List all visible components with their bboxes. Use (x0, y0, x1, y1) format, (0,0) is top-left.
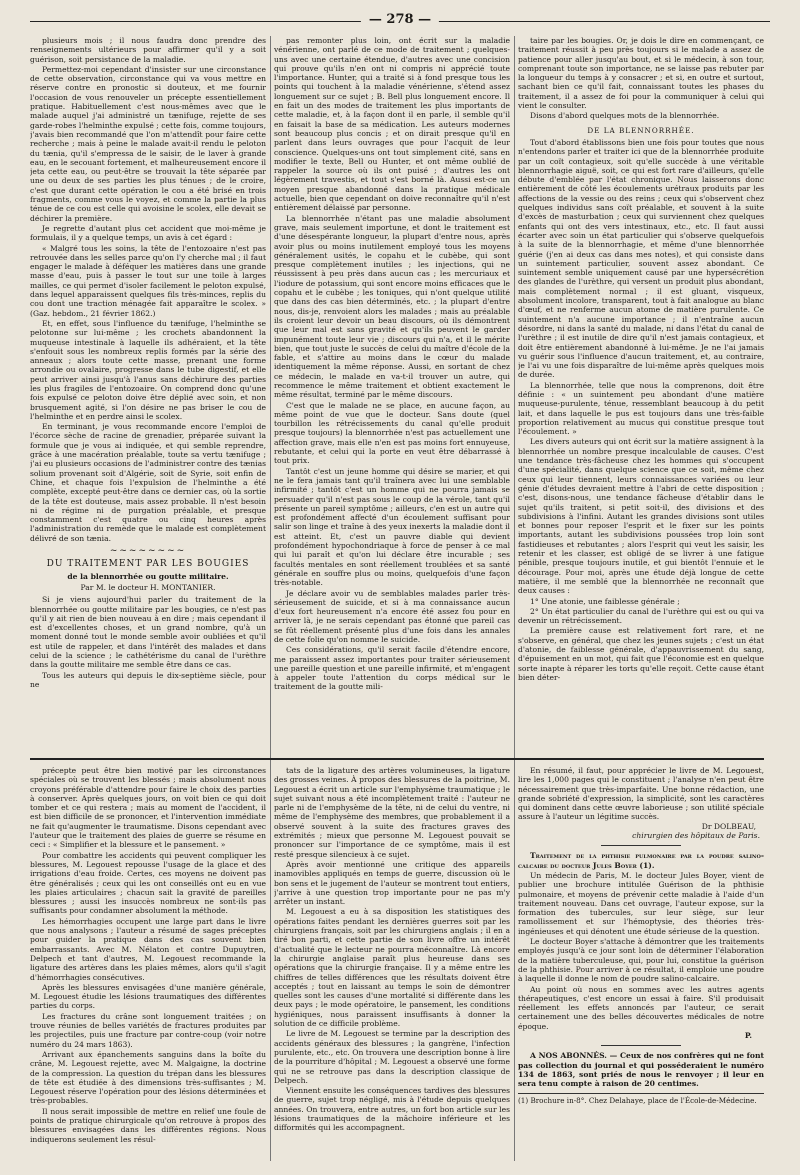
paragraph: Je déclare avoir vu de semblables malades parler très-sérieusement de suicide, et si à ma connaissance aucun d'eux fort heureusement n'a encore été assez fou pour en arriver là, je ne serais cependant pas étonné que pareil cas se fût réellement présenté plus d'une fois dans les annales de cette folie qu'on nomme le suicide. (274, 588, 510, 644)
author-title: chirurgien des hôpitaux de Paris. (632, 831, 760, 841)
paragraph: Le docteur Boyer s'attache à démontrer que les traitements employés jusqu'à ce jour sont loin de déterminer l'élaboration de la matière tuberculeuse, qui, pour lui, constitue la guérison de la phthisie. Pour arriver à ce résultat, il emploie une poudre à laquelle il donne le nom de poudre salino-calcaire. (518, 937, 764, 984)
paragraph: Arrivant aux épanchements sanguins dans la boîte du crâne, M. Legouest rejette, avec M. Malgaigne, la doctrine de la compression. La question du trépan dans les blessures de tête est étudiée à des dimensions très-suffisantes ; M. Legouest réserve l'opération pour des lésions déterminées et très-probables. (30, 1049, 266, 1106)
paragraph: précepte peut être bien motivé par les circonstances spéciales où se trouvent les blessés ; mais absolument nous croyons préférable d'attendre pour faire le choix des parties à conserver. Après quelques jours, on voit bien ce qui doit tomber et ce qui restera ; mais au moment de l'accident, il est bien difficile de se prononcer, et l'intervention immédiate ne fait qu'augmenter le traumatisme. Disons cependant avec l'auteur que le traitement des plaies de guerre se résume en ceci : « Simplifier et la blessure et le pansement. » (30, 766, 266, 850)
paragraph: La blennorrhée n'étant pas une maladie absolument grave, mais seulement importune, et dont le traitement est d'une désespérante longueur, la plupart d'entre nous, après avoir plus ou moins inutilement employé tous les moyens généralement usités, le copahu et le cubèbe, qui sont presque complètement inutiles ; les injections, qui ne réussissent à peu près dans aucun cas ; les mercuriaux et l'iodure de potassium, qui sont encore moins efficaces que le copahu et le cubèbe ; les toniques, qui n'ont quelque utilité que dans des cas bien déterminés, etc. ; la plupart d'entre nous, dis-je, renvoient alors les malades ; mais au préalable ils croient leur devoir un beau discours, où ils démontrent que leur mal est sans gravité et qu'ils peuvent le garder impunément toute leur vie ; discours qui n'a, et il le mérite bien, que tout juste le succès de celui du maître d'école de la fable, et s'attire au moins dans le cœur du malade identiquement la même réponse. Aussi, en sortant de chez ce médecin, le malade en va-t-il trouver un autre, qui recommence le même traitement et obtient exactement le même résultat, terminé par le même discours. (274, 213, 510, 400)
article-author: Par M. le docteur H. MONTANIER. (80, 582, 216, 592)
paragraph: Tantôt c'est un jeune homme qui désire se marier, et qui ne le fera jamais tant qu'il traînera avec lui une semblable infirmité ; tantôt c'est un homme qui ne pourra jamais se persuader qu'il n'est pas sous le coup de la vérole, tant qu'il présente un pareil symptôme ; ailleurs, c'en est un autre qui est profondément affecté d'un écoulement suffisant pour salir son linge et traîne à des yeux inexerts la maladie dont il est atteint. Et, c'est un pauvre diable qui devient profondément hypochondriaque à force de penser à ce mal qui lui paraît et qu'on lui déclare être incurable ; ses facultés mentales en sont réellement troublées et sa santé générale en souffre plus ou moins, quelquefois d'une façon très-notable. (274, 466, 510, 588)
paragraph: Je regrette d'autant plus cet accident que moi-même je formulais, il y a quelque temps, un avis à cet égard : (30, 223, 266, 243)
divider-rule (601, 1045, 681, 1046)
page-header (30, 10, 770, 32)
paragraph: Tout d'abord établissons bien une fois pour toutes que nous n'entendons parler et traiter ici que de la blennorrhée produite par un coït contagieux, soit qu'elle succède à une véritable blennorrhagie aiguë, soit, ce qui est fort rare d'ailleurs, qu'elle débute d'emblée par l'état chronique. Nous laisserons donc entièrement de côté les écoulements urétraux produits par les affections de la vessie ou des reins ; ceux qui s'observent chez quelques individus sans coït préalable, et souvent à la suite d'excès de masturbation ; ceux qui surviennent chez quelques enfants qui ont des vers intestinaux, etc., etc. Il faut aussi écarter avec soin un état particulier qui s'observe quelquefois à la suite de la blennorrhagie, et même d'une blennorrhée guérie (j'en ai deux cas dans mes notes), et qui consiste dans un suintement particulier, souvent assez abondant. Ce suintement semble uniquement causé par une hypersécrétion des glandes de l'urèthre, qui versent un produit plus abondant, mais complètement normal ; il est gluant, visqueux, absolument incolore, transparent, tout à fait analogue au blanc d'œuf, et ne renferme aucun atome de matière purulente. Ce suintement n'a aucune importance ; il n'entraîne aucun désordre, ni dans la santé du malade, ni dans l'état du canal de l'urèthre ; il est inutile de dire qu'il n'est jamais contagieux, et doit être entièrement abandonné à lui-même. Je ne l'ai jamais vu guérir sous l'influence d'aucun traitement, et, au contraire, je l'ai vu une fois disparaître de lui-même après quelques mois de durée. (518, 137, 764, 380)
author-signature: Dr DOLBEAU, (701, 821, 756, 831)
paragraph: tats de la ligature des artères volumineuses, la ligature des grosses veines. À propos des blessures de la poitrine, M. Legouest a écrit un article sur l'emphysème traumatique ; le sujet suivant nous a été incomplètement traité : l'auteur ne parle ni de l'emphysème de la tête, ni de celui du ventre, ni même de l'emphysème des membres, que probablement il a observé souvent à la suite des fractures graves des extrémités ; mieux que personne M. Legouest pouvait se prononcer sur l'importance de ce symptôme, mais il est resté presque silencieux à ce sujet. (274, 766, 510, 859)
ornament-divider: ~~~~~~~~ (109, 546, 187, 557)
top-column-2 (274, 36, 510, 756)
paragraph: Ces considérations, qu'il serait facile d'étendre encore, me paraissent assez importantes pour traiter sérieusement une pareille question et une pareille infirmité, et m'engagent à appeler toute l'attention du corps médical sur le traitement de la goutte mili- (274, 645, 510, 692)
section-title: DE LA BLENNORRHÉE. (587, 125, 695, 135)
author-initial: P. (744, 1031, 752, 1041)
paragraph: taire par les bougies. Or, je dois le dire en commençant, ce traitement réussit à peu près toujours si le malade a assez de patience pour aller jusqu'au bout, et si le médecin, à son tour, comprenant toute son importance, ne se laisse pas rebuter par la longueur du temps à y consacrer ; et si, en outre et surtout, sachant bien ce qu'il fait, connaissant toutes les phases du traitement, il a assez de foi pour la communiquer à celui qui vient le consulter. (518, 36, 764, 111)
paragraph: En résumé, il faut, pour apprécier le livre de M. Legouest, lire les 1,000 pages qui le constituent ; l'analyse n'en peut être nécessairement que très-imparfaite. Une bonne rédaction, une grande sobriété d'expression, la simplicité, sont les caractères qui dominent dans cette œuvre laborieuse ; son utilité spéciale assure à l'auteur un légitime succès. (518, 766, 764, 822)
paragraph: 1° Une atonie, une faiblesse générale ; (530, 596, 680, 606)
paragraph: Et, en effet, sous l'influence du tænifuge, l'helminthe se pelotonne sur lui-même ; les crochets abandonnent la muqueuse intestinale à laquelle ils adhéraient, et la tête s'enfouit sous les nombreux replis formés par la série des anneaux ; alors toute cette masse, prenant une forme arrondie ou ovalaire, progresse dans le tube digestif, et elle peut arriver ainsi jusqu'à l'anus sans déchirure des parties les plus fragiles de l'entozoaire. On comprend donc qu'une fois expulsé ce peloton doive être déplié avec soin, et non brusquement agité, si l'on désire ne pas briser le cou de l'helminthe et en perdre ainsi le scolex. (30, 318, 266, 421)
article-heading: Traitement de la phthisie pulmonaire par la poudre salino-calcaire du docteur Jules Boyer (1). (518, 851, 764, 870)
paragraph: Au point où nous en sommes avec les autres agents thérapeutiques, c'est encore un essai à faire. S'il produisait réellement les effets annoncés par l'auteur, ce serait certainement une des belles découvertes médicales de notre époque. (518, 984, 764, 1031)
bottom-column-2 (274, 766, 510, 1161)
paragraph: Le livre de M. Legouest se termine par la description des accidents généraux des blessures ; la gangrène, l'infection purulente, etc., etc. On trouvera une description bonne à lire de la pourriture d'hôpital ; M. Legouest a observé une forme qui ne se retrouve pas dans la description classique de Delpech. (274, 1029, 510, 1085)
paragraph: Les hémorrhagies occupent une large part dans le livre que nous analysons ; l'auteur a résumé de sages préceptes pour guider la pratique dans des cas souvent bien embarrassants. Avec M. Nélaton et contre Dupuytren, Delpech et tant d'autres, M. Legouest recommande la ligature des artères dans les plaies mêmes, alors qu'il s'agit d'hémorrhagies consécutives. (30, 916, 266, 982)
paragraph: Tous les auteurs qui depuis le dix-septième siècle, pour ne (30, 670, 266, 689)
paragraph: La première cause est relativement fort rare, et ne s'observe, en général, que chez les jeunes sujets ; c'est un état d'atonie, de faiblesse générale, d'appauvrissement du sang, d'épuisement en un mot, qui fait que l'économie est en quelque sorte inapte à réparer les torts qu'elle reçoit. Cette cause étant bien déter- (518, 626, 764, 682)
column-separator (270, 36, 271, 1161)
article-subtitle: de la blennorrhée ou goutte militaire. (67, 571, 229, 581)
paragraph: Un médecin de Paris, M. le docteur Jules Boyer, vient de publier une brochure intitulée Guérison de la phthisie pulmonaire, et moyens de prévenir cette maladie à l'aide d'un traitement nouveau. Dans cet ouvrage, l'auteur expose, sur la formation des tubercules, sur leur siège, sur leur ramollissement et sur l'hémoptysie, des théories très-ingénieuses et qui dénotent une étude sérieuse de la question. (518, 870, 764, 936)
column-separator (514, 36, 515, 1161)
subscriber-notice: A NOS ABONNÉS. — Ceux de nos confrères qui ne font pas collection du journal et qui posséderaient le numéro 134 de 1863, sont priés de nous le renvoyer ; il leur en sera tenu compte à raison de 20 centimes. (518, 1051, 764, 1089)
paragraph: Permettez-moi cependant d'insister sur une circonstance de cette observation, circonstance qui va vous mettre en réserve contre en pronostic si douteux, et me fournir l'occasion de vous renouveler un précepte essentiellement pratique. Habituellement c'est nous-mêmes avec que le malade auquel j'ai administré un tænifuge, rejette de ses garde-robes l'helminthe expulsé ; cette fois, comme toujours, j'avais bien recommandé que l'on m'attendît pour faire cette recherche ; mais à peine le malade avait-il rendu le peloton du tænia, qu'il s'empressa de le saisir, de le laver à grande eau, en le secouant fortement, et malheureusement encore il jeta cette eau, ou peut-être se trouvait la tête séparée par une ou deux de ses parties les plus ténues ; de le croire, c'est que durant cette opération le cou a été brisé en trois fragments, comme vous le voyez, et comme la partie la plus ténue de ce cou est celle qui avoisine le scolex, elle devait se déchirer la première. (30, 64, 266, 223)
paragraph: 2° Un état particulier du canal de l'urèthre qui est ou qui va devenir un rétrécissement. (518, 606, 764, 626)
paragraph: plusieurs mois ; il nous faudra donc prendre des renseignements ultérieurs pour affirmer qu'il y a soit guérison, soit persistance de la maladie. (30, 36, 266, 64)
divider-rule (601, 845, 681, 846)
paragraph: C'est que le malade ne se place, en aucune façon, au même point de vue que le docteur. Sans doute (quel tourbillon les rétrécissements du canal qu'elle produit presque toujours) la blennorrhée n'est pas actuellement une affection grave, mais elle n'en est pas moins fort ennuyeuse, rebutante, et celui qui la porte en veut être débarrassé à tout prix. (274, 400, 510, 466)
top-column-3 (518, 36, 764, 756)
top-column-1 (30, 36, 266, 756)
paragraph: Si je viens aujourd'hui parler du traitement de la blennorrhée ou goutte militaire par les bougies, ce n'est pas qu'il y ait rien de bien nouveau à en dire ; mais cependant il est d'excellentes choses, et un grand nombre, qu'à un moment donné tout le monde semble avoir oubliées et qu'il est utile de rappeler, et dans l'intérêt des malades et dans celui de la science ; le cathétérisme du canal de l'urèthre dans la goutte militaire me semble être dans ce cas. (30, 595, 266, 670)
paragraph: Viennent ensuite les conséquences tardives des blessures de guerre, sujet trop négligé, mis à l'étude depuis quelques années. On trouvera, entre autres, un fort bon article sur les lésions traumatiques de la mâchoire inférieure et les difformités qui les accompagnent. (274, 1086, 510, 1133)
paragraph: Après avoir mentionné une critique des appareils inamovibles appliqués en temps de guerre, discussion où le bon sens et le jugement de l'auteur se montrent tout entiers, j'arrive à une question trop importante pour ne pas m'y arrêter un instant. (274, 859, 510, 907)
article-title: DU TRAITEMENT PAR LES BOUGIES (46, 559, 250, 570)
paragraph: Disons d'abord quelques mots de la blennorrhée. (530, 111, 720, 121)
section-rule (30, 758, 764, 763)
page-number: — 278 — (361, 12, 439, 27)
paragraph: Les divers auteurs qui ont écrit sur la matière assignent à la blennorrhée un nombre presque incalculable de causes. C'est une tendance très-fâcheuse chez les hommes qui s'occupent d'une spécialité, dans quelque science que ce soit, même chez ceux qui leur tiennent, leurs connaissances variées ou leur génie d'études devraient mettre à l'abri de cette disposition ; c'est, disons-nous, une tendance fâcheuse d'établir dans le sujet qu'ils traitent, si petit soit-il, des divisions et des subdivisions à l'infini. Autant les grandes divisions sont utiles et bonnes pour reposer l'esprit et le fixer sur les points importants, autant les subdivisions poussées trop loin sont fastidieuses et rebutantes ; alors l'esprit qui veut les saisir, les retenir et les classer, est obligé de se livrer à une fatigue pénible, presque toujours inutile, et gui bientôt l'ennuie et le décourage. Pour moi, après une étude déjà longue de cette matière, il me semblé que la blennorrhée ne reconnaît que deux causes : (518, 437, 764, 596)
paragraph: La blennorrhée, telle que nous la comprenons, doit être définie : « un suintement peu abondant d'une matière muqueuse-purulente, ténue, ressemblant beaucoup à du petit lait, et dans laquelle le pus est toujours dans une très-faible proportion relativement au mucus qui constitue presque tout l'écoulement. » (518, 380, 764, 437)
footnote: (1) Brochure in-8°. Chez Delahaye, place de l'École-de-Médecine. (518, 1093, 764, 1105)
paragraph: En terminant, je vous recommande encore l'emploi de l'écorce sèche de racine de grenadier, préparée suivant la formule que je vous ai indiquée, et qui semble reprendre, grâce à une macération préalable, toute sa vertu tænifuge ; j'ai eu plusieurs occasions de l'administrer contre des tænias solium provenant soit d'Algérie, soit de Syrie, soit enfin de Chine, et chaque fois l'expulsion de l'helminthe a été complète, excepté peut-être dans ce dernier cas, où la sortie de la tête est douteuse, mais assez probable. Il n'est besoin ni de régime ni de purgation préalable, et presque constamment c'est quatre ou cinq heures après l'administration du remède que le malade est complètement délivré de son tænia. (30, 422, 266, 543)
paragraph: M. Legouest a eu à sa disposition les statistiques des opérations faites pendant les dernières guerres soit par les chirurgiens français, soit par les chirurgiens anglais ; il en a tiré bon parti, et cette partie de son livre offre un intérêt d'actualité que le lecteur ne pourra méconnaître. Là encore la chirurgie anglaise paraît plus heureuse dans ses opérations que la chirurgie française. Il y a même entre les chiffres de telles différences que les résultats doivent être acceptés ; tout en laissant au temps le soin de démontrer quelles sont les causes d'une mortalité si différente dans les deux pays ; le mode opératoire, le pansement, les conditions hygiéniques, nous paraissent insuffisants à donner la solution de ce difficile problème. (274, 907, 510, 1029)
paragraph: Pour combattre les accidents qui peuvent compliquer les blessures, M. Legouest repousse l'usage de la glace et des irrigations d'eau froide. Certes, ces moyens ne doivent pas être généralisés ; ceux qui les ont conseillés ont eu en vue les plaies articulaires ; chacun sait la gravité de pareilles blessures ; aussi les insuccès nombreux ne sont-ils pas suffisants pour condamner absolument la méthode. (30, 850, 266, 916)
paragraph: Après les blessures envisagées d'une manière générale, M. Legouest étudie les lésions traumatiques des différentes parties du corps. (30, 982, 266, 1011)
paragraph: Les fractures du crâne sont longuement traitées ; on trouve réunies de belles variétés de fractures produites par les projectiles, puis une fracture par contre-coup (voir notre numéro du 24 mars 1863). (30, 1011, 266, 1049)
paragraph: « Malgré tous les soins, la tête de l'entozoaire n'est pas retrouvée dans les selles parce qu'on l'y cherche mal ; il faut engager le malade à déféquer les matières dans une grande masse d'eau, puis à passer le tout sur une toile à larges mailles, ce qui permet d'isoler facilement le peloton expulsé, dans lequel apparaissent quelques fils très-minces, replis du cou dont une traction ménagée fait apparaître le scolex. » (Gaz. hebdom., 21 février 1862.) (30, 243, 266, 318)
bottom-column-3 (518, 766, 764, 1161)
paragraph: Il nous serait impossible de mettre en relief une foule de points de pratique chirurgicale qu'on retrouve à propos des blessures envisagées dans les différentes régions. Nous indiquerons seulement les résul- (30, 1106, 266, 1144)
paragraph: pas remonter plus loin, ont écrit sur la maladie vénérienne, ont parlé de ce mode de traitement ; quelques-uns avec une certaine étendue, d'autres avec une concision qui prouve qu'ils n'en ont ni compris ni apprécié toute l'importance. Hunter, qui a traité si à fond presque tous les points qui touchent à la maladie vénérienne, s'étend assez longuement sur ce sujet ; B. Bell plus longuement encore. Il en fait un des modes de traitement les plus importants de cette maladie, et, à la façon dont il en parle, il semble qu'il en faisait la base de sa médication. Les auteurs modernes sont beaucoup plus concis ; et on dirait presque qu'il en parlent dans leurs ouvrages que pour l'acquit de leur conscience. Quelques-uns ont tout simplement cité, sans en modifier le texte, Bell ou Hunter, et ont même oublié de rappeler la source où ils ont puisé ; d'autres les ont légèrement travestis, et tout s'est borné là. Aussi est-ce un moyen presque abandonné dans la pratique médicale actuelle, bien que cependant on doive reconnaître qu'il n'est entièrement délaissé par personne. (274, 36, 510, 213)
bottom-column-1 (30, 766, 266, 1161)
